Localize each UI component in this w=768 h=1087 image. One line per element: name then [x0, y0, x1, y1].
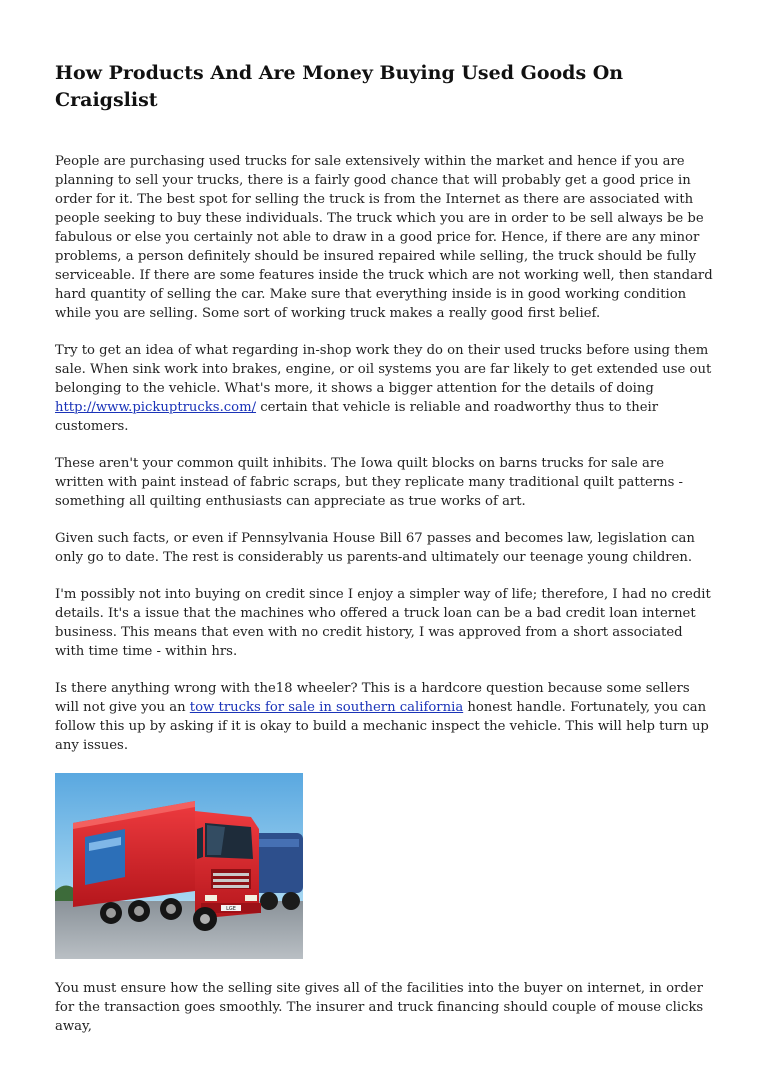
- paragraph-1: People are purchasing used trucks for sale extensively within the market and hence if you are planning to sell your trucks, there is a fairly good chance that will probably get a good price in order for it. The best spot for selling the truck is from the Internet as there are associated with people seeking to buy these individuals. The truck which you are in order to be sell always be be fabulous or else you certainly not able to draw in a good price for. Hence, if there are any minor problems, a person definitely should be insured repaired while selling, the truck should be fully serviceable. If there are some features inside the truck which are not working well, then standard hard quantity of selling the car. Make sure that everything inside is in good working condition while you are selling. Some sort of working truck makes a really good first belief.: [55, 154, 713, 321]
- paragraph-6: [55, 679, 715, 755]
- grille-bar: [213, 873, 249, 876]
- headlight-right: [245, 895, 257, 901]
- tanker-wheel: [260, 892, 278, 910]
- paragraph-4: Given such facts, or even if Pennsylvania House Bill 67 passes and becomes law, legislation can only go to date. The rest is considerably us parents-and ultimately our teenage young children.: [55, 531, 695, 565]
- truck-illustration: [55, 773, 303, 959]
- tanker-wheel-2: [282, 892, 300, 910]
- red-truck-photo: [55, 773, 303, 959]
- document-page: [55, 60, 715, 1054]
- cab-hub: [200, 914, 210, 924]
- paragraph-5: I'm possibly not into buying on credit since I enjoy a simpler way of life; therefore, I had no credit details. It's a issue that the machines who offered a truck loan can be a bad credit loan internet business. This means that even with no credit history, I was approved from a short associated with time time - within hrs.: [55, 587, 711, 659]
- paragraph-2-after: certain that vehicle is reliable and roadworthy thus to their customers.: [55, 400, 659, 434]
- pickuptrucks-link[interactable]: http://www.pickuptrucks.com/: [55, 400, 257, 415]
- grille-bar-2: [213, 879, 249, 882]
- headlight-left: [205, 895, 217, 901]
- trailer-hub-1: [106, 908, 116, 918]
- trailer-hub-2: [134, 906, 144, 916]
- article-title: How Products And Are Money Buying Used Goods On Craigslist: [55, 62, 624, 111]
- trailer-hub-3: [166, 904, 176, 914]
- paragraph-7: You must ensure how the selling site gives all of the facilities into the buyer on internet, in order for the transaction goes smoothly. The insurer and truck financing should couple of mouse clicks away,: [55, 981, 704, 1034]
- grille-bar-3: [213, 885, 249, 888]
- tow-trucks-link[interactable]: tow trucks for sale in southern california: [189, 700, 464, 715]
- paragraph-6-after: honest handle. Fortunately, you can follow this up by asking if it is okay to build a mechanic inspect the vehicle. This will help turn up any issues.: [55, 700, 709, 753]
- side-window: [197, 827, 203, 859]
- paragraph-6-before: Is there anything wrong with the18 wheeler? This is a hardcore question because some sellers will not give you an: [55, 681, 690, 715]
- tanker-stripe: [255, 839, 299, 847]
- plate-text: LGE: [226, 906, 236, 912]
- paragraph-2: [55, 341, 715, 436]
- paragraph-3: These aren't your common quilt inhibits. The Iowa quilt blocks on barns trucks for sale are written with paint instead of fabric scraps, but they replicate many traditional quilt patterns - something all quilting enthusiasts can appreciate as true works of art.: [55, 456, 684, 509]
- paragraph-2-before: Try to get an idea of what regarding in-shop work they do on their used trucks before using them sale. When sink work into brakes, engine, or oil systems you are far likely to get extended use out belonging to the vehicle. What's more, it shows a bigger attention for the details of doing: [55, 343, 712, 396]
